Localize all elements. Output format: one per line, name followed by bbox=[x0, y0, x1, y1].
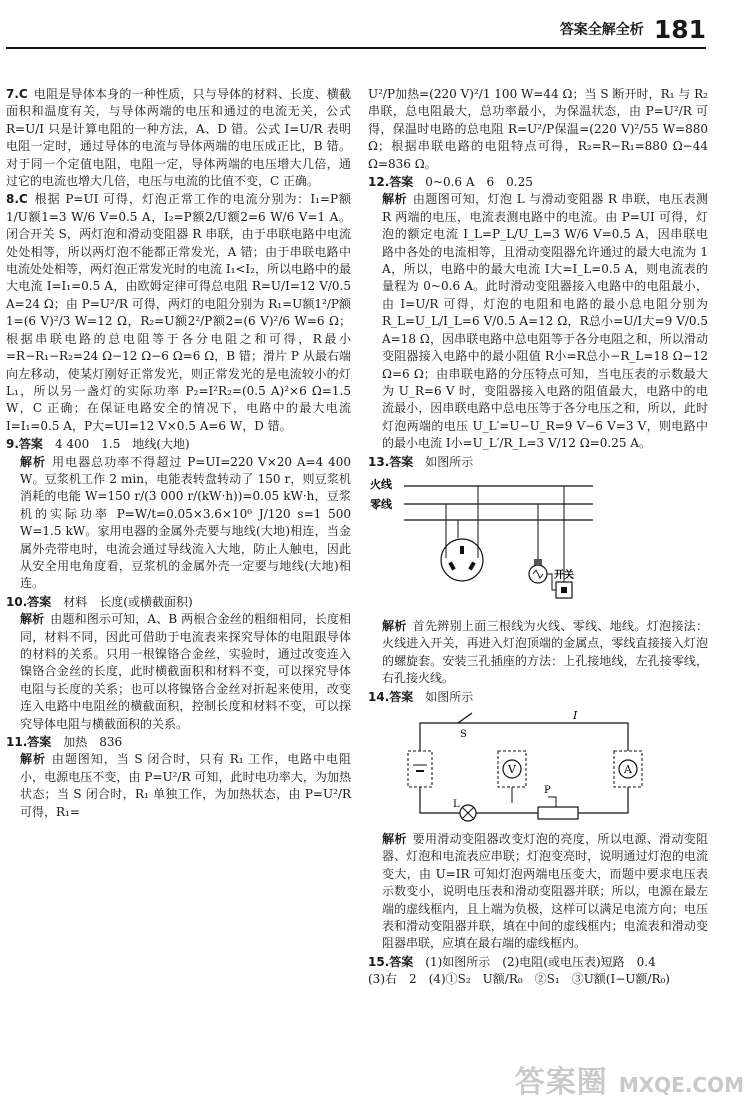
watermark-sub: MXQE.COM bbox=[618, 1073, 744, 1097]
analysis-paragraph bbox=[368, 191, 708, 452]
answer-keyword: 答案 bbox=[389, 954, 414, 969]
question-number: 11. bbox=[6, 735, 28, 750]
question-number: 7.C bbox=[6, 87, 28, 101]
switch-label: 开关 bbox=[554, 569, 574, 581]
question-number: 15. bbox=[368, 954, 390, 969]
socket-top-hole bbox=[460, 546, 464, 554]
question-q11 bbox=[6, 734, 351, 821]
answer-value: 如图所示 bbox=[425, 689, 474, 704]
question-number: 12. bbox=[368, 175, 390, 190]
watermark bbox=[515, 1057, 744, 1101]
switch-s-label: S bbox=[460, 728, 467, 740]
current-label: I bbox=[573, 708, 578, 722]
question-head bbox=[6, 191, 351, 435]
analysis-paragraph bbox=[368, 618, 708, 688]
slider-label: P bbox=[544, 784, 551, 796]
socket-left-hole bbox=[448, 561, 455, 570]
question-number: 9. bbox=[6, 437, 19, 452]
analysis-text: 要用滑动变阻器改变灯泡的亮度，所以电源、滑动变阻器、灯泡和电流表应串联；灯泡变亮时，说明通过灯泡的电流变大，由 U=IR 可知灯泡两端电压变大，而题中要求电压表示数变小，说明电压表和滑动变阻器并联；所以，电源在最左端的虚线框内，且上端为负极，这样可以满足电流方向；电压表和滑动变阻器并联，填在中间的虚线框内；电流表和滑动变阻器串联，应填在最右端的虚线框内。 bbox=[382, 831, 708, 951]
answer-keyword: 答案 bbox=[27, 735, 52, 750]
answer-value: 加热 836 bbox=[63, 735, 123, 750]
analysis-keyword: 解析 bbox=[20, 612, 45, 627]
question-head bbox=[6, 86, 351, 190]
question-number: 10. bbox=[6, 594, 28, 609]
analysis-text: 由题和图示可知，A、B 两根合金丝的粗细相同，长度相同，材料不同，因此可借助于电流表来探究导体的电阻跟导体的材料的关系。只用一根镍铬合金丝，实验时，通过改变连入镍铬合金丝的长度，此时横截面积和材料不变，可以探究导体电阻与长度的关系；也可以将镍铬合金丝对折起来使用，改变连入电路中电阻丝的横截面积，控制长度和材料不变，可以探究导体电阻与横截面积的关系。 bbox=[20, 612, 351, 731]
analysis-text: 由题图知，当 S 闭合时，只有 R₁ 工作，电路中电阻小，电源电压不变，由 P=U²/R 可知，此时电功率大，为加热状态；当 S 闭合时，R₁ 单独工作，为加热状态，由 P=U²/R 可得，R₁= bbox=[20, 752, 351, 819]
three-hole-socket bbox=[441, 539, 483, 581]
question-number: 13. bbox=[368, 454, 390, 469]
answer-value: 4 400 1.5 地线(大地) bbox=[54, 437, 190, 452]
question-head bbox=[6, 436, 351, 453]
socket-right-hole bbox=[468, 561, 475, 570]
answer-keyword: 答案 bbox=[389, 689, 414, 704]
answer-value: (1)如图所示 (2)电阻(或电压表)短路 0.4 bbox=[425, 954, 656, 969]
bulb-filament-icon bbox=[533, 570, 543, 578]
right-column bbox=[368, 86, 708, 990]
question-q10 bbox=[6, 594, 351, 733]
slider-arm bbox=[548, 797, 556, 807]
question-q14 bbox=[368, 689, 708, 953]
left-column bbox=[6, 86, 351, 822]
header-label: 答案全解全析 bbox=[559, 22, 644, 38]
explanation-text: 电阻是导体本身的一种性质，只与导体的材料、长度、横截面积和温度有关，与导体两端的电压和通过的电流无关，公式 R=U/I 只是计算电阻的一种方法，A、D 错。公式 I=U/R 表明电阻一定时，通过导体的电流与导体两端的电压成正比，B 错。对于同一个定值电阻，电阻一定，导体两端的电压增大几倍，通过它的电流也增大几倍，电压与电流的比值不变，C 正确。 bbox=[6, 87, 351, 189]
question-head bbox=[368, 454, 708, 471]
question-head bbox=[368, 689, 708, 706]
answer-keyword: 答案 bbox=[389, 175, 414, 190]
analysis-keyword: 解析 bbox=[382, 618, 407, 633]
switch-button-icon bbox=[561, 587, 567, 593]
analysis-paragraph bbox=[6, 611, 351, 733]
question-head bbox=[6, 594, 351, 611]
ammeter-label: A bbox=[624, 762, 632, 776]
wiring-diagram bbox=[368, 474, 598, 614]
question-number: 8.C bbox=[6, 192, 28, 207]
question-q12 bbox=[368, 174, 708, 453]
bulb-socket bbox=[534, 559, 542, 565]
question-head bbox=[6, 734, 351, 751]
analysis-text: 由题图可知，灯泡 L 与滑动变阻器 R 串联，电压表测 R 两端的电压，电流表测电路中的电流。由 P=UI 可得，灯泡的额定电流 I_L=P_L/U_L=3 W/6 V=0.5 A，因串联电路中各处的电流相等，且滑动变阻器允许通过的最大电流为 1 A，所以，电路中的最大电流 I大=I_L=0.5 A，则电流表的量程为 0~0.6 A。此时滑动变阻器接入电路中的电阻最小，由 I=U/R 可得，灯泡的电阻和电路的最小总电阻分别为 R_L=U_L/I_L=6 V/0.5 A=12 Ω，R总小=U/I大=9 V/0.5 A=18 Ω，因串联电路中总电阻等于各分电阻之和，所以滑动变阻器接入电路中的最小阻值 R小=R总小−R_L=18 Ω−12 Ω=6 Ω；由串联电路的分压特点可知，当电压表的示数最大为 U_R=6 V 时，变阻器接入电路的阻值最大，电路中的电流最小，因串联电路中总电压等于各分电压之和，所以，此时灯泡两端的电压 U_L′=U−U_R=9 V−6 V=3 V，则电路中的最小电流 I小=U_L′/R_L=3 V/12 Ω=0.25 A。 bbox=[382, 192, 708, 451]
lamp-label: L bbox=[453, 798, 460, 810]
source-box bbox=[408, 751, 432, 787]
analysis-keyword: 解析 bbox=[20, 454, 47, 469]
answer-keyword: 答案 bbox=[27, 594, 52, 609]
question-q15 bbox=[368, 954, 708, 989]
page-number: 181 bbox=[653, 14, 706, 44]
analysis-paragraph bbox=[368, 831, 708, 953]
analysis-keyword: 解析 bbox=[382, 831, 407, 846]
analysis-keyword: 解析 bbox=[382, 192, 407, 207]
answer-line: (3)右 2 (4)①S₂ U额/R₀ ②S₁ ③U额(I−U额/R₀) bbox=[368, 972, 670, 987]
question-q8 bbox=[6, 191, 351, 435]
header-divider bbox=[6, 47, 706, 49]
question-head bbox=[368, 174, 708, 191]
watermark-main: 答案圈 bbox=[514, 1065, 608, 1100]
answer-value: 材料 长度(或横截面积) bbox=[63, 594, 193, 609]
circuit-diagram bbox=[368, 709, 668, 827]
rheostat bbox=[538, 807, 578, 819]
switch-s bbox=[458, 713, 472, 723]
live-wire-label: 火线 bbox=[370, 477, 392, 491]
explanation-text: U²/P加热=(220 V)²/1 100 W=44 Ω；当 S 断开时，R₁ 与 R₂ 串联，总电阻最大，总功率最小，为保温状态，由 P=U²/R 可得，保温时电路的总电阻 R=U²/P保温=(220 V)²/55 W=880 Ω；根据串联电路的电阻特点可得，R₂=R−R₁=880 Ω−44 Ω=836 Ω。 bbox=[368, 87, 708, 171]
neutral-wire-label: 零线 bbox=[370, 497, 392, 511]
analysis-keyword: 解析 bbox=[20, 752, 46, 767]
question-q7 bbox=[6, 86, 351, 190]
analysis-text: 首先辨别上面三根线为火线、零线、地线。灯泡接法：火线进入开关，再进入灯泡顶端的金属点，零线直接接入灯泡的螺旋套。安装三孔插座的方法：上孔接地线，左孔接零线，右孔接火线。 bbox=[382, 618, 708, 686]
voltmeter-label: V bbox=[508, 762, 516, 776]
question-head bbox=[368, 954, 708, 971]
question-head bbox=[368, 86, 708, 173]
answer-value: 0~0.6 A 6 0.25 bbox=[425, 175, 533, 190]
question-q11-cont bbox=[368, 86, 708, 173]
answer-keyword: 答案 bbox=[18, 437, 43, 452]
analysis-paragraph bbox=[6, 454, 351, 593]
question-q9 bbox=[6, 436, 351, 593]
question-number: 14. bbox=[368, 689, 390, 704]
analysis-text: 用电器总功率不得超过 P=UI=220 V×20 A=4 400 W。豆浆机工作 2 min，电能表转盘转动了 150 r，则豆浆机消耗的电能 W=150 r/(3 000 r/(kW·h))=0.05 kW·h，豆浆机的实际功率 P=W/t=0.05×3.6×10⁶ J/120 s=1 500 W=1.5 kW。家用电器的金属外壳要与地线(大地)相连，当金属外壳带电时，电流会通过导线流入大地，防止人触电，因此从安全用电角度看，豆浆机的金属外壳一定要与地线(大地)相连。 bbox=[20, 454, 351, 591]
answer-keyword: 答案 bbox=[389, 454, 414, 469]
answer-value: 如图所示 bbox=[425, 454, 474, 469]
page-header bbox=[560, 14, 706, 44]
explanation-text: 根据 P=UI 可得，灯泡正常工作的电流分别为：I₁=P额1/U额1=3 W/6 V=0.5 A，I₂=P额2/U额2=6 W/6 V=1 A。闭合开关 S，两灯泡和滑动变阻器 R 串联，由于串联电路中电流处处相等，所以两灯泡不能都正常发光，A 错；由于串联电路中电流处处相等，两灯泡正常发光时的电流 I₁<I₂，所以电路中的最大电流 I=I₁=0.5 A，由欧姆定律可得总电阻 R=U/I=12 V/0.5 A=24 Ω；由 P=U²/R 可得，两灯的电阻分别为 R₁=U额1²/P额1=(6 V)²/3 W=12 Ω，R₂=U额2²/P额2=(6 V)²/6 W=6 Ω；根据串联电路的总电阻等于各分电阻之和可得，R最小=R−R₁−R₂=24 Ω−12 Ω−6 Ω=6 Ω，B 错；滑片 P 从最右端向左移动，使某灯刚好正常发光，则正常发光的是电流较小的灯 L₁，所以另一盏灯的实际功率 P₂=I²R₂=(0.5 A)²×6 Ω=1.5 W，C 正确；在保证电路安全的情况下，电路中的最大电流 I=I₁=0.5 A，P大=UI=12 V×0.5 A=6 W，D 错。 bbox=[6, 192, 351, 433]
question-q13 bbox=[368, 454, 708, 688]
analysis-paragraph bbox=[6, 751, 351, 821]
